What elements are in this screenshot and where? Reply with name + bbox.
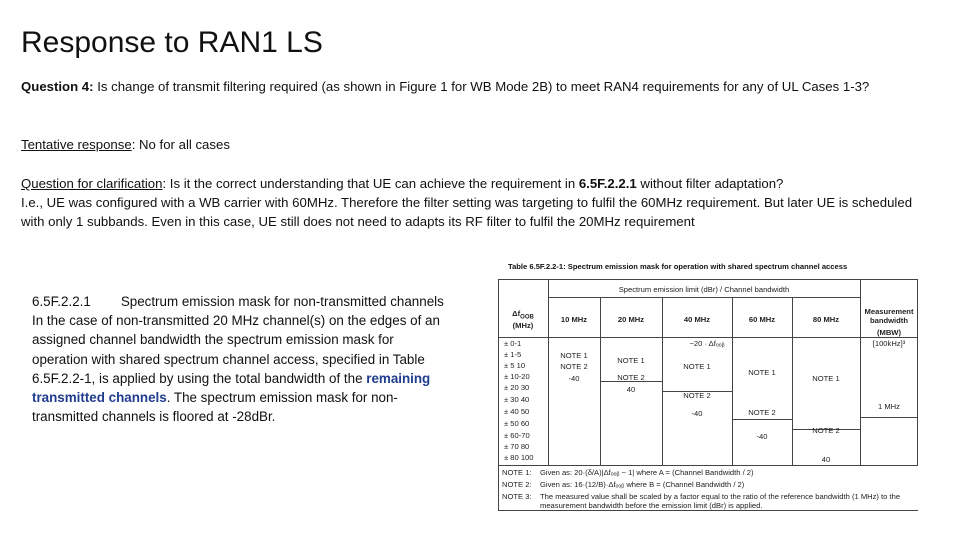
clarification-question [21,174,926,231]
mbw-header: Measurement bandwidth [864,307,914,325]
row-label: ± 0-1 [504,339,522,348]
clause-heading: Spectrum emission mask for non-transmitted channels [120,294,444,309]
cell-80-note2: NOTE 2 [812,426,840,435]
cell-40-minus40: -40 [691,409,703,418]
note-label: NOTE 3: [502,492,532,501]
tentative-response [21,135,921,154]
tentative-response-text: : No for all cases [131,137,230,152]
clause-number: 6.5F.2.2.1 [32,294,91,309]
cell-40-note2: NOTE 2 [683,391,711,400]
question-4-text: Is change of transmit filtering required (as shown in Figure 1 for WB Mode 2B) to meet RAN4 requirements for any of UL Cases 1-3? [93,79,870,94]
cell-60-minus40: -40 [756,432,768,441]
clause-highlight: remaining transmitted channels [32,370,431,406]
clause-text-2: . The spectrum emission mask for non-transmitted channels is floored at -28dBr. [32,390,398,425]
cell-10-note1: NOTE 1 [560,351,588,360]
mbw-mhz-cell: 1 MHz [878,402,900,411]
mbw-unit: (MBW) [876,328,902,337]
row-label: ± 70 80 [504,442,530,451]
cell-10-note2: NOTE 2 [560,362,588,371]
formula-cell: −20 · Δfₒₒᵦ [689,339,725,348]
cell-80-minus40: 40 [821,455,831,464]
clarification-ref: 6.5F.2.2.1 [578,176,637,191]
mbw-khz-cell: [100kHz]³ [872,339,906,348]
col-header-40: 40 MHz [683,315,711,324]
row-label: ± 60-70 [504,431,530,440]
table-title: Table 6.5F.2.2-1: Spectrum emission mask for operation with shared spectrum channel access [508,262,848,271]
row-label: ± 5 10 [504,361,526,370]
row-label: ± 30 40 [504,395,530,404]
cell-60-note2: NOTE 2 [748,408,776,417]
note-text: Given as: 20·(δ/A)|Δfₒₒᵦ − 1| where A = (Channel Bandwidth / 2) [540,468,754,477]
cell-10-minus40: -40 [568,374,580,383]
question-4 [21,77,921,96]
row-label: ± 50 60 [504,419,530,428]
cell-20-minus40: 40 [626,385,636,394]
note-text: The measured value shall be scaled by a factor equal to the ratio of the reference bandwidth (1 MHz) to the measurement bandwidth before the emission limit (dBr) is applied. [540,492,901,510]
clarification-text-3: I.e., UE was configured with a WB carrier with 60MHz. Therefore the filter setting was targeting to fulfil the 60MHz requirement. But later UE is scheduled with only 1 subbands. Even in this case, UE still does not need to adapts its RF filter to fulfil the 20MHz requirement [21,195,913,229]
cell-60-note1: NOTE 1 [748,368,776,377]
clause-text-block [32,292,450,426]
note-text: Given as: 16·(12/B)·Δfₒₒᵦ where B = (Channel Bandwidth / 2) [540,480,745,489]
clause-text-1: In the case of non-transmitted 20 MHz channel(s) on the edges of an assigned channel bandwidth the spectrum emission mask for operation with shared spectrum channel access, specified in Table 6.5F.2.2-1, is applied by using the total bandwidth of the [32,313,440,386]
clarification-text-2: without filter adaptation? [636,176,784,191]
col-header-60: 60 MHz [748,315,776,324]
slide-title: Response to RAN1 LS [21,26,323,59]
note-label: NOTE 2: [502,480,532,489]
cell-20-note2: NOTE 2 [617,373,645,382]
col-header-80: 80 MHz [812,315,840,324]
row-label: ± 1-5 [504,350,522,359]
question-4-label: Question 4: [21,79,94,94]
row-label: ± 10-20 [504,372,530,381]
note-label: NOTE 1: [502,468,532,477]
group-header: Spectrum emission limit (dBr) / Channel bandwidth [618,285,790,294]
cell-40-note1: NOTE 1 [683,362,711,371]
clarification-label: Question for clarification [21,176,163,191]
emission-mask-table [498,279,918,511]
row-label: ± 80 100 [504,453,534,462]
col-header-20: 20 MHz [617,315,645,324]
col-header-10: 10 MHz [560,315,588,324]
clarification-text-1: : Is it the correct understanding that UE can achieve the requirement in [162,176,579,191]
cell-80-note1: NOTE 1 [812,374,840,383]
tentative-response-label: Tentative response [21,137,132,152]
cell-20-note1: NOTE 1 [617,356,645,365]
first-col-header: $\Delta f_{OOB}$ (MHz) [512,309,534,330]
row-label: ± 40 50 [504,407,530,416]
row-label: ± 20 30 [504,383,530,392]
